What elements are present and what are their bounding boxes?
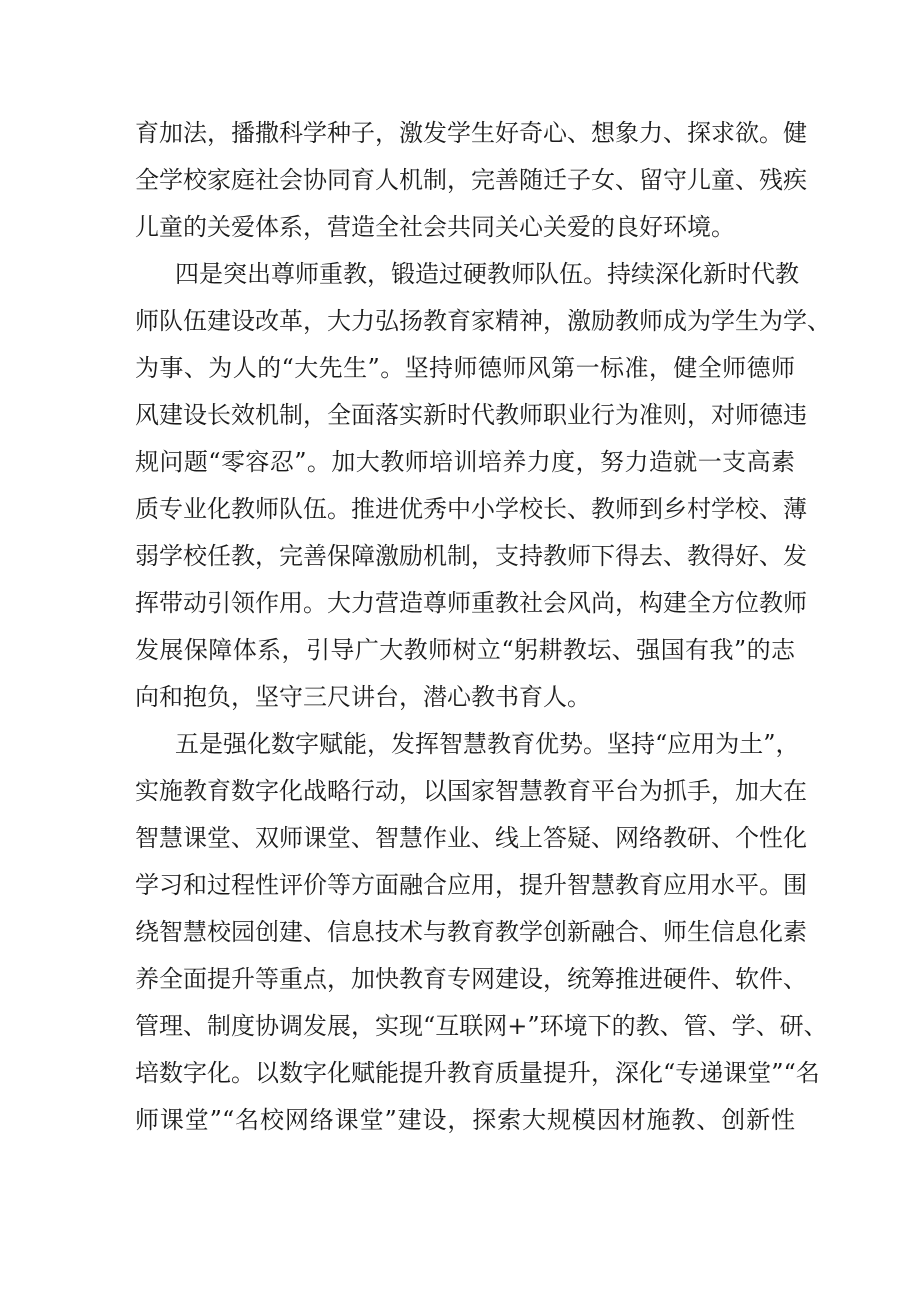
text-line: 管理、制度协调发展，实现“互联网+”环境下的教、管、学、研、	[135, 1012, 828, 1040]
text-line: 学习和过程性评价等方面融合应用，提升智慧教育应用水平。围	[135, 871, 807, 899]
paragraph-start-line: 五是强化数字赋能，发挥智慧教育优势。坚持“应用为土”，	[175, 730, 800, 758]
text-line: 质专业化教师队伍。推进优秀中小学校长、教师到乡村学校、薄	[135, 495, 807, 523]
text-line: 养全面提升等重点，加快教育专网建设，统筹推进硬件、软件、	[135, 965, 807, 993]
text-line: 全学校家庭社会协同育人机制，完善随迁子女、留守儿童、残疾	[135, 166, 807, 194]
text-line: 培数字化。以数字化赋能提升教育质量提升，深化“专递课堂”“名	[135, 1059, 820, 1087]
text-line: 挥带动引领作用。大力营造尊师重教社会风尚，构建全方位教师	[135, 589, 807, 617]
body-text	[135, 110, 831, 1144]
text-line: 育加法，播撒科学种子，激发学生好奇心、想象力、探求欲。健	[135, 119, 807, 147]
paragraph-start-line: 四是突出尊师重教，锻造过硬教师队伍。持续深化新时代教	[175, 260, 799, 288]
text-line: 为事、为人的“大先生”。坚持师德师风第一标准，健全师德师	[135, 354, 795, 382]
text-line: 绕智慧校园创建、信息技术与教育教学创新融合、师生信息化素	[135, 918, 807, 946]
text-line: 发展保障体系，引导广大教师树立“躬耕教坛、强国有我”的志	[135, 636, 795, 664]
text-line: 风建设长效机制，全面落实新时代教师职业行为准则，对师德违	[135, 401, 807, 429]
text-line: 师队伍建设改革，大力弘扬教育家精神，激励教师成为学生为学、	[135, 307, 831, 335]
text-line: 儿童的关爱体系，营造全社会共同关心关爱的良好环境。	[135, 213, 735, 241]
text-line: 规问题“零容忍”。加大教师培训培养力度，努力造就一支高素	[135, 448, 795, 476]
text-line: 向和抱负，坚守三尺讲台，潜心教书育人。	[135, 683, 591, 711]
text-line: 师课堂”“名校网络课堂”建设，探索大规模因材施教、创新性	[135, 1106, 795, 1134]
text-line: 实施教育数字化战略行动，以国家智慧教育平台为抓手，加大在	[135, 777, 807, 805]
text-line: 弱学校任教，完善保障激励机制，支持教师下得去、教得好、发	[135, 542, 807, 570]
text-line: 智慧课堂、双师课堂、智慧作业、线上答疑、网络教研、个性化	[135, 824, 807, 852]
